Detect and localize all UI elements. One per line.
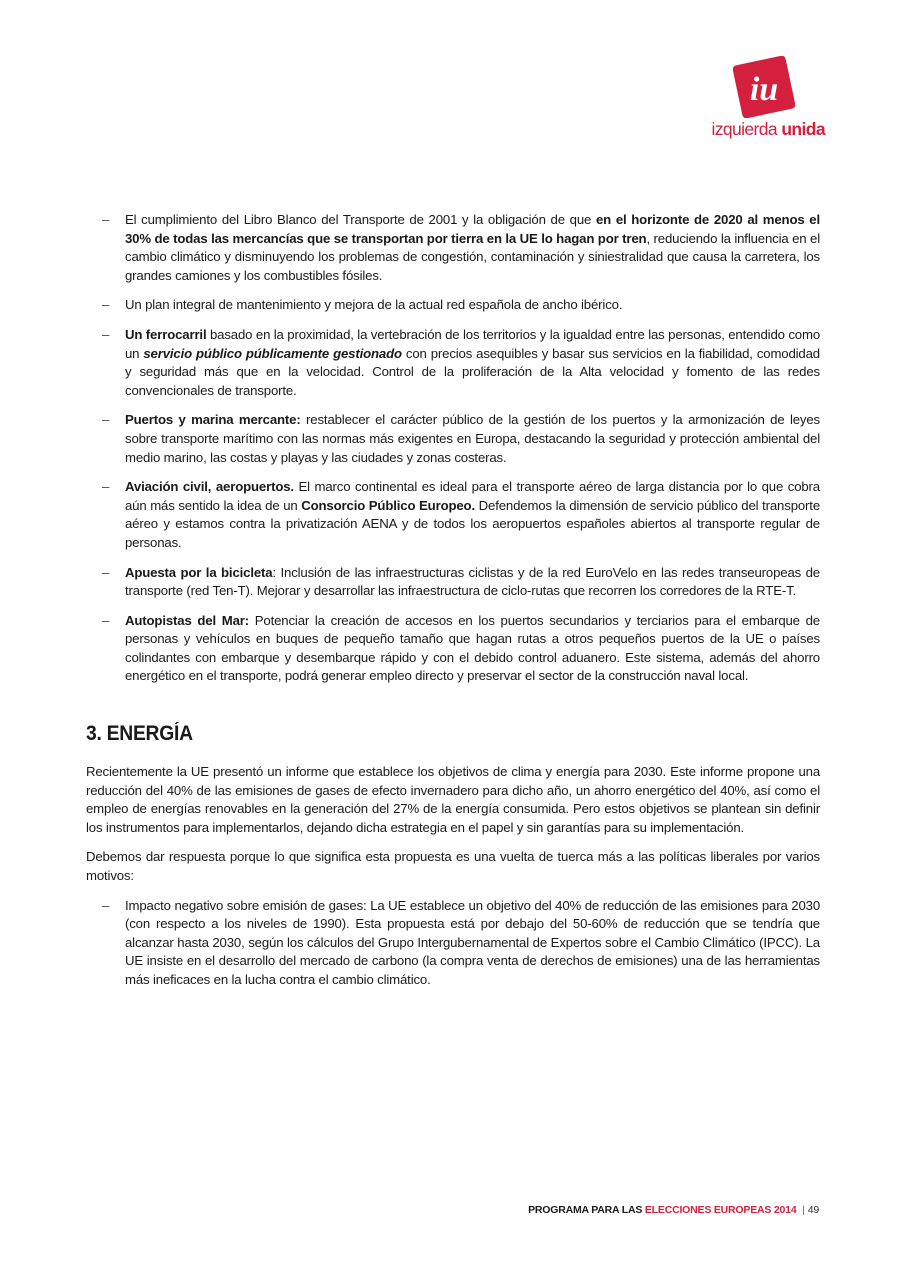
list-item (86, 612, 820, 686)
bold-text-segment: Consorcio Público Europeo. (301, 497, 475, 513)
dash-bullet: – (102, 326, 110, 342)
logo-name-bold: unida (781, 119, 825, 139)
text-segment: : Inclusión de las infraestructuras ciclistas y de la red EuroVelo en las redes transeuropeas de transporte (red Ten-T). Mejorar y desarrollar las infraestructura de ciclo-rutas que recorren los corredores de la RTE-T. (125, 564, 820, 599)
bold-text-segment: servicio público públicamente gestionado (143, 345, 402, 361)
list-item (86, 478, 820, 552)
text-segment: con precios asequibles y basar sus servicios en la fiabilidad, comodidad y seguridad más que en la velocidad. Control de la proliferación de la Alta velocidad y fomento de las redes convencionales de transporte. (125, 345, 820, 398)
text-segment: Defendemos la dimensión de servicio público del transporte aéreo y estamos contra la privatización AENA y de todos los aeropuertos españoles abiertos al transporte regular de personas. (125, 497, 820, 550)
list-item (86, 211, 820, 285)
list-item (86, 897, 820, 990)
bold-text-segment: Aviación civil, aeropuertos. (125, 479, 294, 495)
page-content (86, 211, 820, 1001)
text-segment: basado en la proximidad, la vertebración de los territorios y la igualdad entre las personas, entendido como un (125, 326, 820, 361)
text-segment: Potenciar la creación de accesos en los puertos secundarios y terciarios para el embarque de personas y vehículos en buques de pequeño tamaño que hagan rutas a otros pequeños puertos de la UE o países colindantes con embarque y desembarque rápido y con el debido control aduanero. Este sistema, además del ahorro energético en el transporte, podrá generar empleo directo y preservar el sector de la construcción naval local. (125, 612, 820, 684)
page-footer (528, 1204, 819, 1216)
section-paragraph-1: Recientemente la UE presentó un informe que establece los objetivos de clima y energía para 2030. Este informe propone una reducción del 40% de las emisiones de gases de efecto invernadero para dicho año, un ahorro energético del 40%, así como el empleo de energías renovables en la generación del 27% de la energía consumida. Pero estos objetivos se plantean sin definir los instrumentos para implementarlos, dejando dicha estrategia en el papel y sin garantías para su implementación. (86, 764, 820, 835)
dash-bullet: – (102, 412, 110, 428)
logo-wordmark (700, 119, 825, 140)
text-segment: Un plan integral de mantenimiento y mejora de la actual red española de ancho ibérico. (125, 297, 623, 313)
text-segment: El cumplimiento del Libro Blanco del Transporte de 2001 y la obligación de que (125, 212, 596, 227)
section-title: 3. ENERGÍA (86, 722, 193, 746)
dash-bullet: – (102, 297, 110, 313)
page-number: 49 (807, 1204, 819, 1216)
list-item (86, 326, 820, 400)
logo-mark-text: iu (749, 71, 779, 108)
list-item (86, 296, 820, 315)
text-segment: , reduciendo la influencia en el cambio climático y disminuyendo los problemas de congestión, contaminación y siniestralidad que causa la carretera, los grandes camiones y los combustibles fósiles. (125, 230, 820, 283)
dash-bullet: – (102, 612, 110, 628)
bold-text-segment: Autopistas del Mar: (125, 612, 250, 628)
dash-bullet: – (102, 564, 110, 580)
footer-highlight: ELECCIONES EUROPEAS 2014 (644, 1204, 797, 1216)
footer-separator: | (802, 1204, 805, 1216)
text-segment: restablecer el carácter público de la gestión de los puertos y la armonización de leyes sobre transporte marítimo con las normas más exigentes en Europa, destacando la seguridad y protección ambiental del medio marino, las costas y playas y las ciudades y zonas costeras. (125, 412, 820, 465)
izquierda-unida-logo (700, 56, 825, 150)
text-segment: El marco continental es ideal para el transporte aéreo de larga distancia por lo que cobra aún más sentido la idea de un (125, 479, 820, 513)
footer-prefix: PROGRAMA PARA LAS (528, 1204, 643, 1216)
list-item (86, 564, 820, 601)
bold-text-segment: en el horizonte de 2020 al menos el 30% de todas las mercancías que se transportan por tierra en la UE lo hagan por tren (125, 212, 820, 246)
logo-name-light: izquierda (711, 119, 778, 139)
dash-bullet: – (102, 212, 110, 227)
bold-text-segment: Un ferrocarril (125, 326, 207, 342)
bold-text-segment: Apuesta por la bicicleta (125, 564, 273, 580)
dash-bullet: – (102, 897, 110, 913)
dash-bullet: – (102, 479, 110, 495)
section-paragraph-2: Debemos dar respuesta porque lo que significa esta propuesta es una vuelta de tuerca más a las políticas liberales por varios motivos: (86, 849, 820, 884)
bold-text-segment: Puertos y marina mercante: (125, 412, 301, 428)
iu-logo-mark-icon (733, 56, 795, 118)
list-item-text: Impacto negativo sobre emisión de gases: La UE establece un objetivo del 40% de reducción de las emisiones para 2030 (con respecto a los niveles de 1990). Esta propuesta está por debajo del 50-60% de reducción que se tendría que alcanzar hasta 2030, según los cálculos del Grupo Intergubernamental de Expertos sobre el Cambio Climático (IPCC). La UE insiste en el desarrollo del mercado de carbono (la compra venta de derechos de emisiones) una de las herramientas más ineficaces en la lucha contra el cambio climático. (125, 897, 820, 987)
transport-bullet-list (86, 211, 820, 686)
list-item (86, 411, 820, 467)
